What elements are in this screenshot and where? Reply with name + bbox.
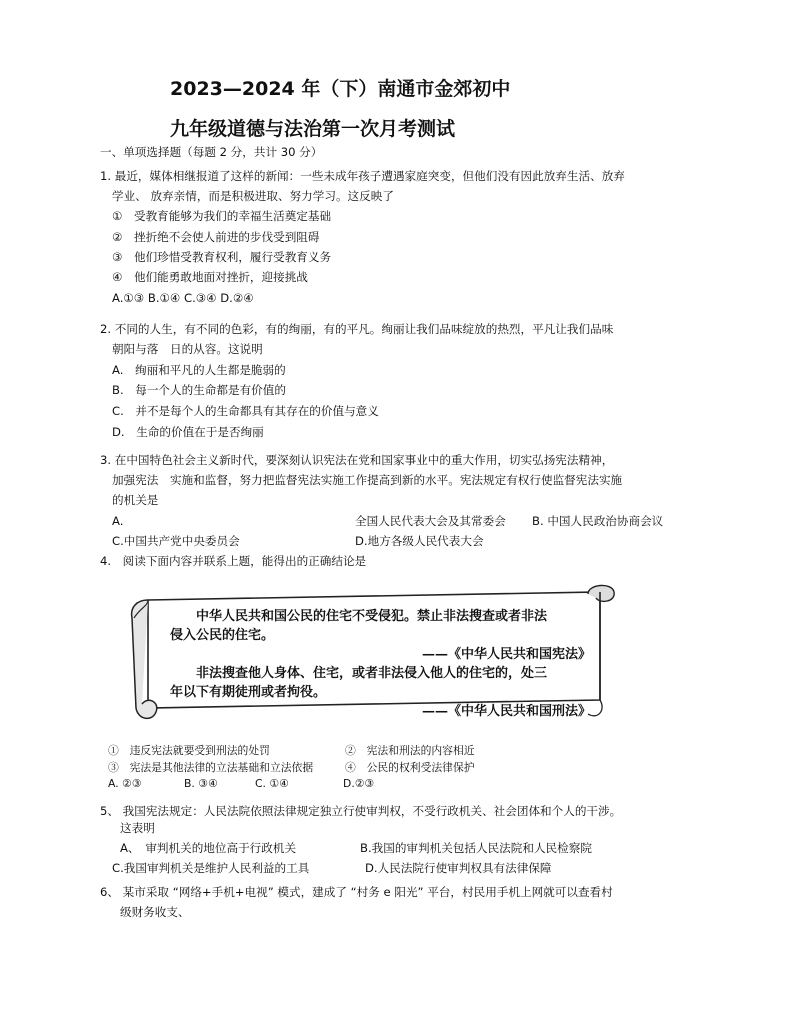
q1-item: ④ 他们能勇敢地面对挫折，迎接挑战 — [112, 270, 308, 284]
q1-options: A.①③ B.①④ C.③④ D.②④ — [112, 291, 254, 305]
q5-stem-line1: 5、 我国宪法规定：人民法院依照法律规定独立行使审判权，不受行政机关、社会团体和个人的干涉。 — [100, 804, 622, 818]
q3-stem-line2: 加强宪法 实施和监督，努力把监督宪法实施工作提高到新的水平。宪法规定有权行使监督宪法实施 — [112, 473, 623, 487]
q2-option-d: D. 生命的价值在于是否绚丽 — [112, 425, 264, 439]
q3-stem-line3: 的机关是 — [112, 493, 159, 507]
q3-option-b: B. 中国人民政治协商会议 — [532, 514, 664, 528]
q2-stem-line1: 2. 不同的人生，有不同的色彩，有的绚丽，有的平凡。绚丽让我们品味绽放的热烈，平凡让我们品味 — [100, 322, 614, 336]
q5-stem-line2: 这表明 — [120, 821, 155, 835]
q1-stem-line1: 1. 最近，媒体相继报道了这样的新闻：一些未成年孩子遭遇家庭突变，但他们没有因此放弃生活、放弃 — [100, 169, 625, 183]
q4-option-d: D.②③ — [343, 777, 375, 790]
q1-stem-line2: 学业、 放弃亲情，而是积极进取、努力学习。这反映了 — [112, 189, 394, 203]
q2-option-b: B. 每一个人的生命都是有价值的 — [112, 383, 286, 397]
section-heading: 一、单项选择题（每题 2 分，共计 30 分） — [100, 145, 323, 159]
q1-item: ① 受教育能够为我们的幸福生活奠定基础 — [112, 209, 332, 223]
q6-stem-line2: 级财务收支、 — [120, 905, 190, 919]
q5-option-d: D.人民法院行使审判权具有法律保障 — [365, 861, 552, 875]
q4-stem: 4. 阅读下面内容并联系上题，能得出的正确结论是 — [100, 554, 367, 568]
q6-stem-line1: 6、 某市采取 “网络+手机+电视” 模式，建成了 “村务 e 阳光” 平台，村民用手机上网就可以查看村 — [100, 885, 613, 899]
q1-item: ③ 他们珍惜受教育权利，履行受教育义务 — [112, 250, 332, 264]
scroll-line3: 非法搜查他人身体、住宅，或者非法侵入他人的住宅的，处三 — [196, 666, 548, 681]
scroll-line1: 中华人民共和国公民的住宅不受侵犯。禁止非法搜查或者非法 — [196, 609, 548, 624]
exam-title-line1: 2023—2024 年（下）南通市金郊初中 — [170, 78, 511, 100]
q4-item: ② 宪法和刑法的内容相近 — [345, 744, 475, 757]
q3-stem-line1: 3. 在中国特色社会主义新时代，要深刻认识宪法在党和国家事业中的重大作用，切实弘扬宪法精神， — [100, 453, 614, 467]
scroll-source-constitution: ——《中华人民共和国宪法》 — [422, 647, 592, 662]
q2-option-a: A. 绚丽和平凡的人生都是脆弱的 — [112, 363, 286, 377]
q4-option-a: A. ②③ — [108, 777, 142, 790]
q2-stem-line2: 朝阳与落 日的从容。这说明 — [112, 342, 263, 356]
scroll-source-criminal-law: ——《中华人民共和国刑法》 — [422, 704, 592, 719]
q3-option-a-text: 全国人民代表大会及其常委会 — [355, 514, 506, 528]
q3-option-a-label: A. — [112, 514, 124, 528]
q3-option-d: D.地方各级人民代表大会 — [355, 534, 484, 548]
q3-option-c: C.中国共产党中央委员会 — [112, 534, 240, 548]
q5-option-b: B.我国的审判机关包括人民法院和人民检察院 — [360, 841, 592, 855]
q2-option-c: C. 并不是每个人的生命都具有其存在的价值与意义 — [112, 404, 379, 418]
q5-option-a: A、 审判机关的地位高于行政机关 — [120, 841, 297, 855]
q4-item: ④ 公民的权利受法律保护 — [345, 761, 475, 774]
q1-item: ② 挫折绝不会使人前进的步伐受到阻碍 — [112, 230, 320, 244]
q4-option-c: C. ①④ — [255, 777, 289, 790]
q4-item: ③ 宪法是其他法律的立法基础和立法依据 — [108, 761, 314, 774]
scroll-line2: 侵入公民的住宅。 — [170, 628, 275, 643]
q4-option-b: B. ③④ — [184, 777, 218, 790]
q4-item: ① 违反宪法就要受到刑法的处罚 — [108, 744, 270, 757]
exam-title-line2: 九年级道德与法治第一次月考测试 — [170, 118, 456, 140]
scroll-line4: 年以下有期徒刑或者拘役。 — [170, 685, 327, 700]
q5-option-c: C.我国审判机关是维护人民利益的工具 — [112, 861, 310, 875]
